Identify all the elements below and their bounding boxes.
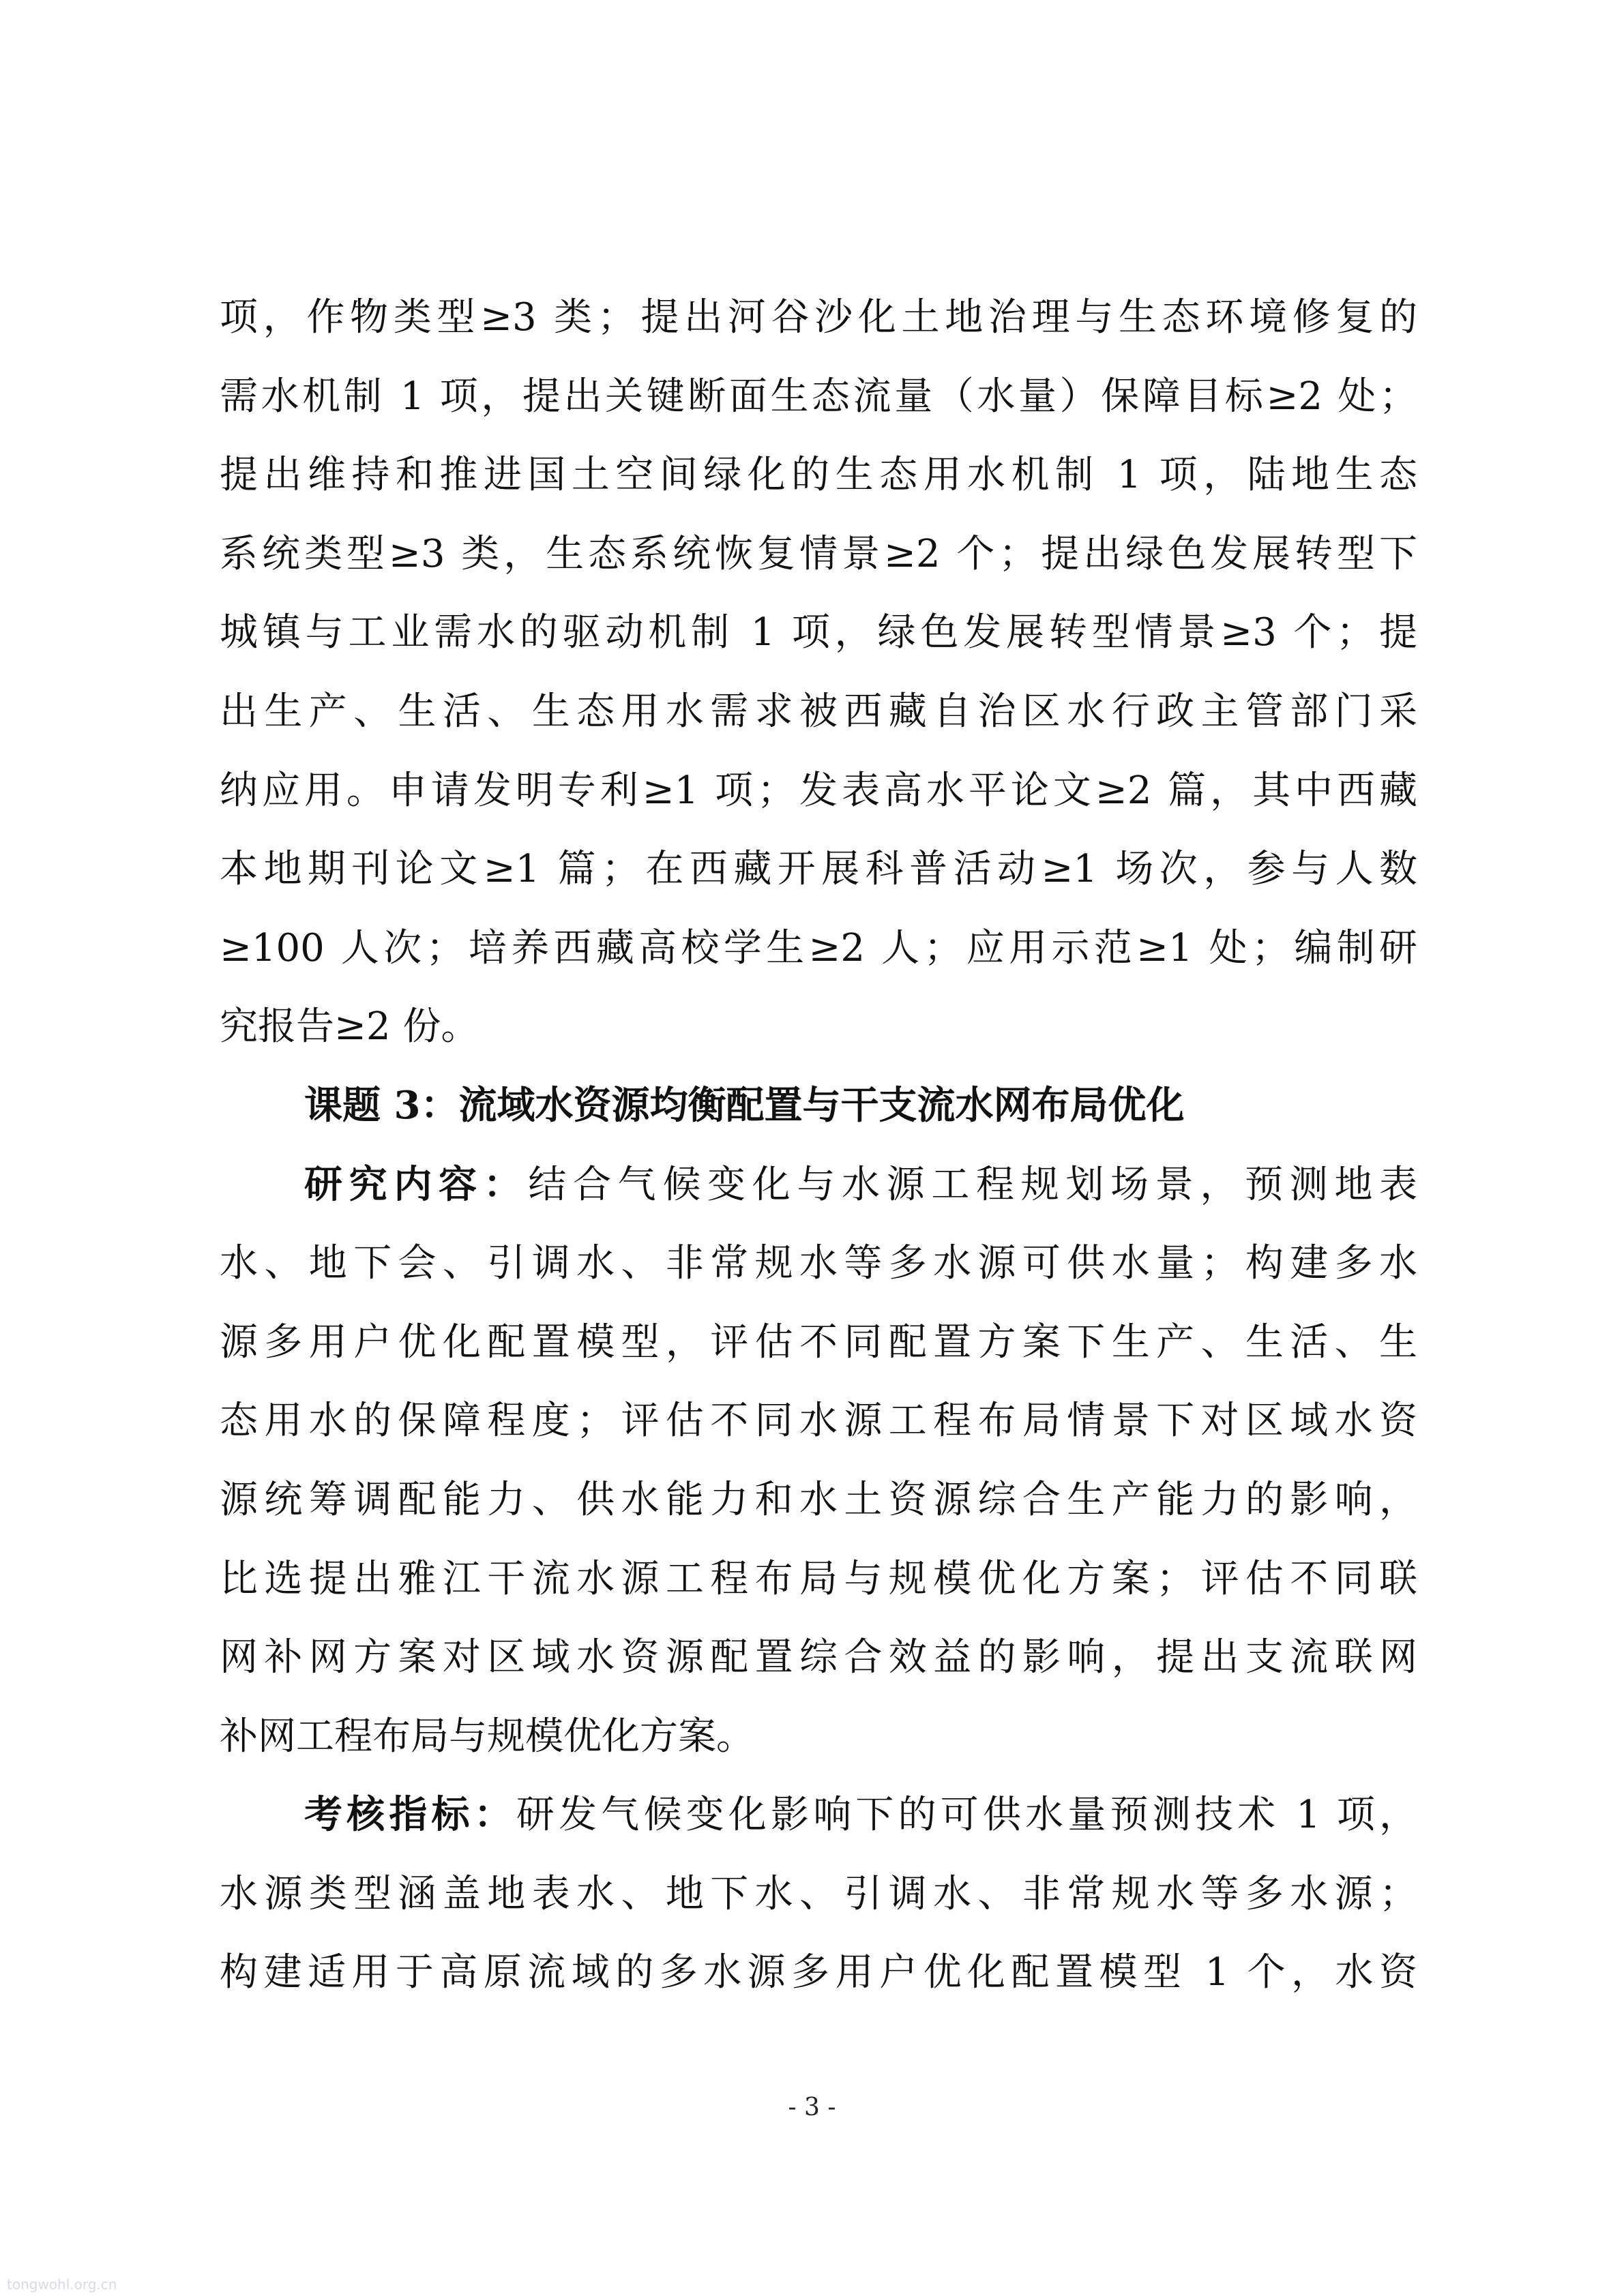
text-line: 网补网方案对区域水资源配置综合效益的影响，提出支流联网 [220,1635,1417,1680]
text-line: ≥100 人次；培养西藏高校学生≥2 人；应用示范≥1 处；编制研 [220,925,1417,970]
text-line: 态用水的保障程度；评估不同水源工程布局情景下对区域水资 [220,1399,1417,1444]
page-number: - 3 - [788,2093,836,2121]
text-line: 纳应用。申请发明专利≥1 项；发表高水平论文≥2 篇，其中西藏 [220,768,1417,813]
text-line: 系统类型≥3 类，生态系统恢复情景≥2 个；提出绿色发展转型下 [220,531,1417,576]
text-line: 比选提出雅江干流水源工程布局与规模优化方案；评估不同联 [220,1556,1417,1601]
topic-heading: 课题 3：流域水资源均衡配置与干支流水网布局优化 [304,1082,1185,1128]
research-label: 研究内容： [304,1161,529,1207]
text-line: 城镇与工业需水的驱动机制 1 项，绿色发展转型情景≥3 个；提 [220,610,1417,655]
text-line: 需水机制 1 项，提出关键断面生态流量（水量）保障目标≥2 处； [220,374,1417,419]
assessment-first-line [220,1776,1417,1855]
research-first-line [220,1146,1417,1225]
text-line: 项，作物类型≥3 类；提出河谷沙化土地治理与生态环境修复的 [220,295,1417,340]
text-line: 源多用户优化配置模型，评估不同配置方案下生产、生活、生 [220,1320,1417,1365]
assessment-label: 考核指标： [304,1792,516,1838]
text-line: 补网工程布局与规模优化方案。 [220,1714,754,1759]
research-first-text: 结合气候变化与水源工程规划场景，预测地表 [528,1162,1417,1207]
text-line: 提出维持和推进国土空间绿化的生态用水机制 1 项，陆地生态 [220,453,1417,498]
text-line: 究报告≥2 份。 [220,1004,479,1049]
text-line: 水源类型涵盖地表水、地下水、引调水、非常规水等多水源； [220,1871,1417,1916]
text-line: 出生产、生活、生态用水需求被西藏自治区水行政主管部门采 [220,689,1417,734]
text-line: 水、地下会、引调水、非常规水等多水源可供水量；构建多水 [220,1241,1417,1286]
text-line: 构建适用于高原流域的多水源多用户优化配置模型 1 个，水资 [220,1950,1417,1995]
body-text [220,278,1417,2012]
text-line: 源统筹调配能力、供水能力和水土资源综合生产能力的影响， [220,1477,1417,1522]
text-line: 本地期刊论文≥1 篇；在西藏开展科普活动≥1 场次，参与人数 [220,847,1417,892]
watermark: tongwohl.org.cn [7,2276,117,2293]
assessment-first-text: 研发气候变化影响下的可供水量预测技术 1 项， [516,1793,1417,1838]
